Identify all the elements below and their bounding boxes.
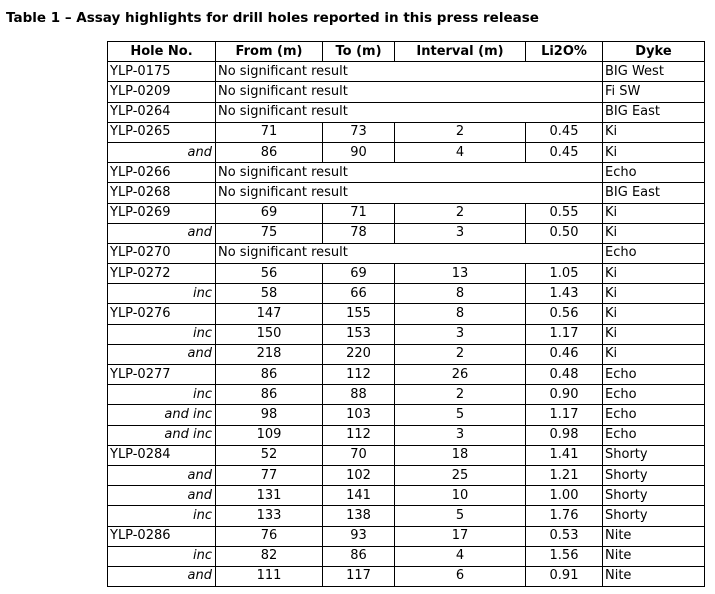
to-cell: 90 <box>323 142 395 162</box>
table-row <box>108 486 705 506</box>
table-row <box>108 183 705 203</box>
from-cell: 58 <box>216 284 323 304</box>
no-result-cell: No significant result <box>216 243 603 263</box>
from-cell: 86 <box>216 385 323 405</box>
li2o-cell: 1.43 <box>526 284 603 304</box>
to-cell: 220 <box>323 344 395 364</box>
li2o-cell: 1.41 <box>526 445 603 465</box>
header-dyke: Dyke <box>603 42 705 62</box>
table-row <box>108 385 705 405</box>
from-cell: 98 <box>216 405 323 425</box>
header-interval: Interval (m) <box>395 42 526 62</box>
table-row <box>108 284 705 304</box>
dyke-cell: Ki <box>603 122 705 142</box>
interval-cell: 18 <box>395 445 526 465</box>
li2o-cell: 0.45 <box>526 142 603 162</box>
dyke-cell: Echo <box>603 163 705 183</box>
interval-cell: 4 <box>395 142 526 162</box>
dyke-cell: Echo <box>603 405 705 425</box>
dyke-cell: Nite <box>603 546 705 566</box>
table-row <box>108 526 705 546</box>
li2o-cell: 1.56 <box>526 546 603 566</box>
hole-id-cell: YLP-0175 <box>108 62 216 82</box>
table-row <box>108 203 705 223</box>
dyke-cell: Shorty <box>603 465 705 485</box>
dyke-cell: Nite <box>603 566 705 586</box>
li2o-cell: 1.05 <box>526 264 603 284</box>
li2o-cell: 0.53 <box>526 526 603 546</box>
hole-id-cell: YLP-0284 <box>108 445 216 465</box>
to-cell: 66 <box>323 284 395 304</box>
dyke-cell: Ki <box>603 264 705 284</box>
interval-cell: 26 <box>395 365 526 385</box>
sub-interval-label: and <box>108 566 216 586</box>
interval-cell: 8 <box>395 284 526 304</box>
interval-cell: 2 <box>395 385 526 405</box>
to-cell: 103 <box>323 405 395 425</box>
table-row <box>108 445 705 465</box>
dyke-cell: Fi SW <box>603 82 705 102</box>
from-cell: 86 <box>216 142 323 162</box>
to-cell: 69 <box>323 264 395 284</box>
dyke-cell: Ki <box>603 324 705 344</box>
sub-interval-label: inc <box>108 385 216 405</box>
from-cell: 86 <box>216 365 323 385</box>
table-header-row <box>108 42 705 62</box>
hole-id-cell: YLP-0266 <box>108 163 216 183</box>
table-row <box>108 102 705 122</box>
table-row <box>108 506 705 526</box>
interval-cell: 5 <box>395 405 526 425</box>
to-cell: 153 <box>323 324 395 344</box>
dyke-cell: BIG East <box>603 102 705 122</box>
interval-cell: 2 <box>395 203 526 223</box>
to-cell: 71 <box>323 203 395 223</box>
dyke-cell: Echo <box>603 243 705 263</box>
sub-interval-label: inc <box>108 284 216 304</box>
li2o-cell: 0.55 <box>526 203 603 223</box>
dyke-cell: Ki <box>603 344 705 364</box>
hole-id-cell: YLP-0209 <box>108 82 216 102</box>
hole-id-cell: YLP-0276 <box>108 304 216 324</box>
interval-cell: 10 <box>395 486 526 506</box>
to-cell: 138 <box>323 506 395 526</box>
li2o-cell: 0.98 <box>526 425 603 445</box>
interval-cell: 13 <box>395 264 526 284</box>
to-cell: 73 <box>323 122 395 142</box>
to-cell: 86 <box>323 546 395 566</box>
dyke-cell: Echo <box>603 365 705 385</box>
hole-id-cell: YLP-0269 <box>108 203 216 223</box>
to-cell: 102 <box>323 465 395 485</box>
from-cell: 71 <box>216 122 323 142</box>
from-cell: 218 <box>216 344 323 364</box>
sub-interval-label: and <box>108 142 216 162</box>
table-row <box>108 62 705 82</box>
to-cell: 141 <box>323 486 395 506</box>
sub-interval-label: inc <box>108 324 216 344</box>
hole-id-cell: YLP-0270 <box>108 243 216 263</box>
to-cell: 117 <box>323 566 395 586</box>
dyke-cell: Ki <box>603 203 705 223</box>
dyke-cell: Nite <box>603 526 705 546</box>
li2o-cell: 0.90 <box>526 385 603 405</box>
table-row <box>108 425 705 445</box>
table-row <box>108 324 705 344</box>
li2o-cell: 0.48 <box>526 365 603 385</box>
interval-cell: 4 <box>395 546 526 566</box>
table-row <box>108 344 705 364</box>
dyke-cell: Ki <box>603 142 705 162</box>
no-result-cell: No significant result <box>216 62 603 82</box>
table-row <box>108 465 705 485</box>
table-row <box>108 304 705 324</box>
header-from: From (m) <box>216 42 323 62</box>
table-row <box>108 142 705 162</box>
dyke-cell: Shorty <box>603 506 705 526</box>
from-cell: 111 <box>216 566 323 586</box>
from-cell: 52 <box>216 445 323 465</box>
hole-id-cell: YLP-0272 <box>108 264 216 284</box>
sub-interval-label: inc <box>108 506 216 526</box>
li2o-cell: 0.91 <box>526 566 603 586</box>
interval-cell: 3 <box>395 425 526 445</box>
from-cell: 133 <box>216 506 323 526</box>
dyke-cell: Echo <box>603 385 705 405</box>
from-cell: 131 <box>216 486 323 506</box>
li2o-cell: 0.45 <box>526 122 603 142</box>
sub-interval-label: and <box>108 465 216 485</box>
from-cell: 147 <box>216 304 323 324</box>
interval-cell: 2 <box>395 122 526 142</box>
header-to: To (m) <box>323 42 395 62</box>
no-result-cell: No significant result <box>216 163 603 183</box>
header-hole-no: Hole No. <box>108 42 216 62</box>
from-cell: 109 <box>216 425 323 445</box>
hole-id-cell: YLP-0268 <box>108 183 216 203</box>
interval-cell: 17 <box>395 526 526 546</box>
sub-interval-label: and inc <box>108 425 216 445</box>
to-cell: 93 <box>323 526 395 546</box>
interval-cell: 25 <box>395 465 526 485</box>
li2o-cell: 1.76 <box>526 506 603 526</box>
to-cell: 112 <box>323 365 395 385</box>
from-cell: 69 <box>216 203 323 223</box>
li2o-cell: 1.17 <box>526 324 603 344</box>
sub-interval-label: and <box>108 486 216 506</box>
dyke-cell: Echo <box>603 425 705 445</box>
table-row <box>108 82 705 102</box>
table-row <box>108 365 705 385</box>
li2o-cell: 1.21 <box>526 465 603 485</box>
from-cell: 75 <box>216 223 323 243</box>
from-cell: 77 <box>216 465 323 485</box>
table-caption: Table 1 – Assay highlights for drill holes reported in this press release <box>6 10 539 26</box>
table-row <box>108 566 705 586</box>
assay-table <box>107 41 705 587</box>
dyke-cell: Ki <box>603 284 705 304</box>
li2o-cell: 0.50 <box>526 223 603 243</box>
sub-interval-label: and <box>108 344 216 364</box>
interval-cell: 6 <box>395 566 526 586</box>
no-result-cell: No significant result <box>216 102 603 122</box>
sub-interval-label: and <box>108 223 216 243</box>
from-cell: 150 <box>216 324 323 344</box>
sub-interval-label: inc <box>108 546 216 566</box>
table-row <box>108 163 705 183</box>
sub-interval-label: and inc <box>108 405 216 425</box>
to-cell: 112 <box>323 425 395 445</box>
from-cell: 82 <box>216 546 323 566</box>
hole-id-cell: YLP-0286 <box>108 526 216 546</box>
from-cell: 56 <box>216 264 323 284</box>
to-cell: 70 <box>323 445 395 465</box>
li2o-cell: 1.17 <box>526 405 603 425</box>
table-row <box>108 122 705 142</box>
interval-cell: 2 <box>395 344 526 364</box>
to-cell: 155 <box>323 304 395 324</box>
li2o-cell: 0.56 <box>526 304 603 324</box>
hole-id-cell: YLP-0264 <box>108 102 216 122</box>
table-row <box>108 264 705 284</box>
table-row <box>108 223 705 243</box>
li2o-cell: 1.00 <box>526 486 603 506</box>
interval-cell: 8 <box>395 304 526 324</box>
table-body <box>108 62 705 587</box>
dyke-cell: Shorty <box>603 445 705 465</box>
header-li2o: Li2O% <box>526 42 603 62</box>
table-row <box>108 243 705 263</box>
dyke-cell: BIG West <box>603 62 705 82</box>
to-cell: 78 <box>323 223 395 243</box>
from-cell: 76 <box>216 526 323 546</box>
no-result-cell: No significant result <box>216 183 603 203</box>
dyke-cell: Shorty <box>603 486 705 506</box>
table-row <box>108 405 705 425</box>
dyke-cell: Ki <box>603 304 705 324</box>
li2o-cell: 0.46 <box>526 344 603 364</box>
no-result-cell: No significant result <box>216 82 603 102</box>
hole-id-cell: YLP-0277 <box>108 365 216 385</box>
interval-cell: 5 <box>395 506 526 526</box>
dyke-cell: Ki <box>603 223 705 243</box>
hole-id-cell: YLP-0265 <box>108 122 216 142</box>
to-cell: 88 <box>323 385 395 405</box>
interval-cell: 3 <box>395 223 526 243</box>
interval-cell: 3 <box>395 324 526 344</box>
dyke-cell: BIG East <box>603 183 705 203</box>
table-row <box>108 546 705 566</box>
